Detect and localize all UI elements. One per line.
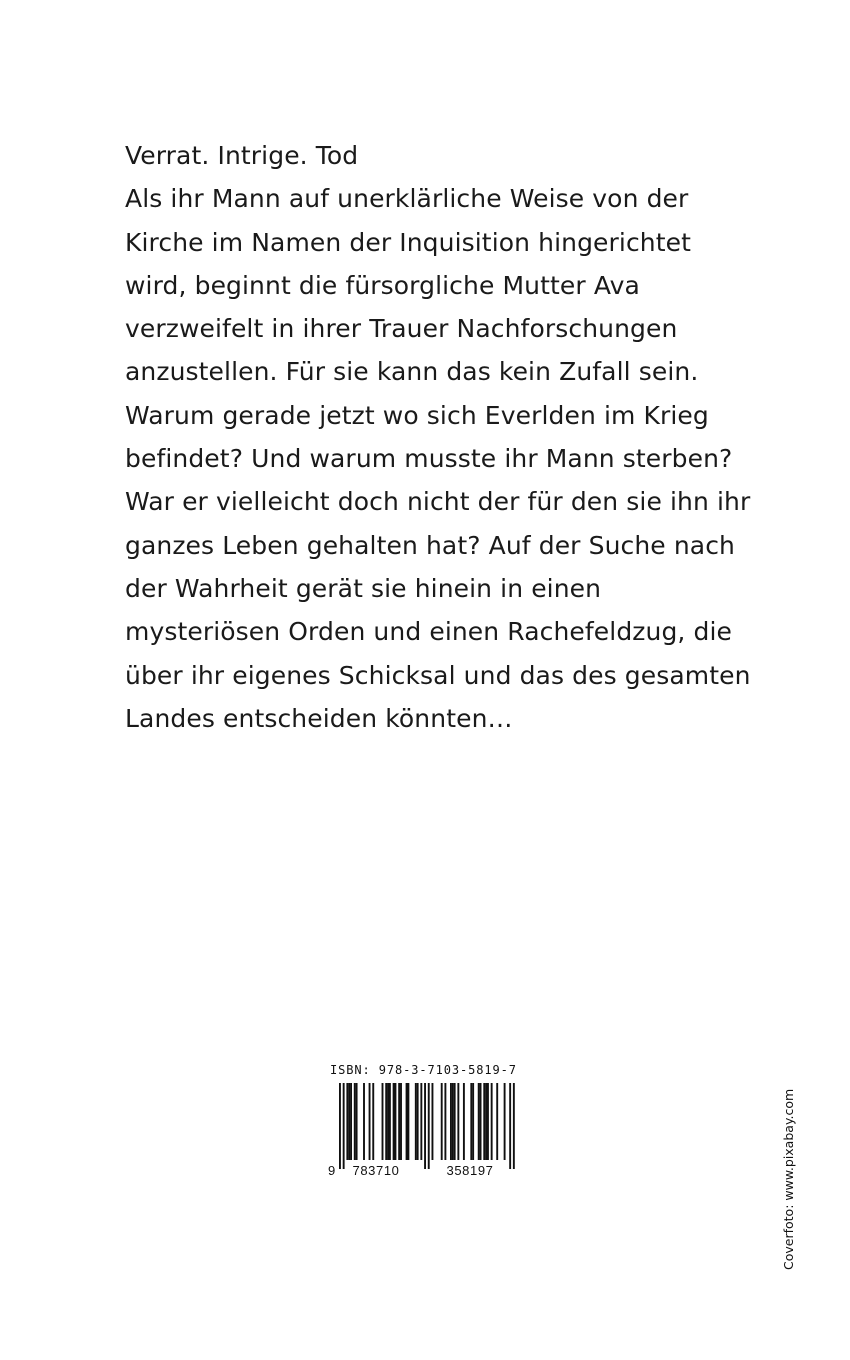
barcode-bar — [407, 1083, 409, 1160]
barcode-bar — [387, 1083, 389, 1160]
barcode-bar — [463, 1083, 465, 1160]
barcode-bar — [363, 1083, 365, 1160]
blurb-line: verzweifelt in ihrer Trauer Nachforschungen — [125, 314, 678, 344]
barcode-bar — [496, 1083, 498, 1160]
barcode-bar — [428, 1083, 430, 1169]
barcode-bar — [424, 1083, 426, 1169]
barcode-bar — [369, 1083, 371, 1160]
blurb-line: ganzes Leben gehalten hat? Auf der Suche nach — [125, 530, 735, 560]
barcode-bar — [356, 1083, 358, 1160]
barcode-bar — [346, 1083, 348, 1160]
barcode-bar — [343, 1083, 345, 1169]
barcode-bar — [393, 1083, 395, 1160]
barcode-bar — [415, 1083, 417, 1160]
barcode-bar — [483, 1083, 485, 1160]
cover-photo-credit: Coverfoto: www.pixabay.com — [781, 1088, 796, 1270]
blurb-line: Verrat. Intrige. Tod — [125, 141, 359, 170]
blurb-line: der Wahrheit gerät sie hinein in einen — [125, 573, 602, 603]
barcode-bar — [444, 1083, 446, 1160]
barcode-bar — [509, 1083, 511, 1169]
barcode-bar — [372, 1083, 374, 1160]
barcode-bar — [450, 1083, 452, 1160]
barcode-bar — [400, 1083, 402, 1160]
blurb-line: Warum gerade jetzt wo sich Everlden im Krieg — [125, 400, 709, 430]
barcode-bar — [441, 1083, 443, 1160]
barcode-bar — [470, 1083, 472, 1160]
barcode-bar — [406, 1083, 408, 1160]
barcode-bar — [385, 1083, 387, 1160]
barcode-bar — [480, 1083, 482, 1160]
barcode-bar — [417, 1083, 419, 1160]
blurb-line: War er vielleicht doch nicht der für den sie ihn ihr — [125, 487, 751, 517]
isbn-label: ISBN: 978-3-7103-5819-7 — [330, 1063, 517, 1077]
barcode-bar — [457, 1083, 459, 1160]
back-cover-blurb — [125, 134, 765, 740]
blurb-line: Als ihr Mann auf unerklärliche Weise von der — [125, 184, 689, 214]
blurb-line: wird, beginnt die fürsorgliche Mutter Ava — [125, 270, 640, 300]
blurb-line: Kirche im Namen der Inquisition hingerichtet — [125, 227, 692, 257]
barcode-left-digits: 783710 — [352, 1163, 400, 1178]
barcode-bar — [487, 1083, 489, 1160]
barcode-bar — [504, 1083, 506, 1160]
barcode-bar — [491, 1083, 493, 1160]
isbn-barcode — [328, 1083, 518, 1178]
barcode-bar — [348, 1083, 350, 1160]
barcode-first-digit: 9 — [328, 1163, 336, 1178]
blurb-line: mysteriösen Orden und einen Rachefeldzug, die — [125, 617, 733, 647]
barcode-bar — [452, 1083, 454, 1160]
blurb-line: über ihr eigenes Schicksal und das des gesamten — [125, 660, 751, 690]
barcode-bar — [350, 1083, 352, 1160]
blurb-line: Landes entscheiden könnten… — [125, 703, 513, 733]
barcode-bar — [472, 1083, 474, 1160]
barcode-bar — [432, 1083, 434, 1160]
barcode-bar — [420, 1083, 422, 1160]
barcode-bar — [454, 1083, 456, 1160]
barcode-bar — [389, 1083, 391, 1160]
barcode-right-digits: 358197 — [446, 1163, 494, 1178]
barcode-bar — [513, 1083, 515, 1169]
blurb-line: anzustellen. Für sie kann das kein Zufall sein. — [125, 357, 699, 387]
blurb-line: befindet? Und warum musste ihr Mann sterben? — [125, 444, 733, 474]
barcode-bar — [339, 1083, 341, 1169]
barcode-bar — [354, 1083, 356, 1160]
barcode-bar — [398, 1083, 400, 1160]
barcode-bar — [478, 1083, 480, 1160]
barcode-bar — [485, 1083, 487, 1160]
barcode-bar — [382, 1083, 384, 1160]
barcode-bars — [339, 1083, 515, 1169]
barcode-bar — [395, 1083, 397, 1160]
